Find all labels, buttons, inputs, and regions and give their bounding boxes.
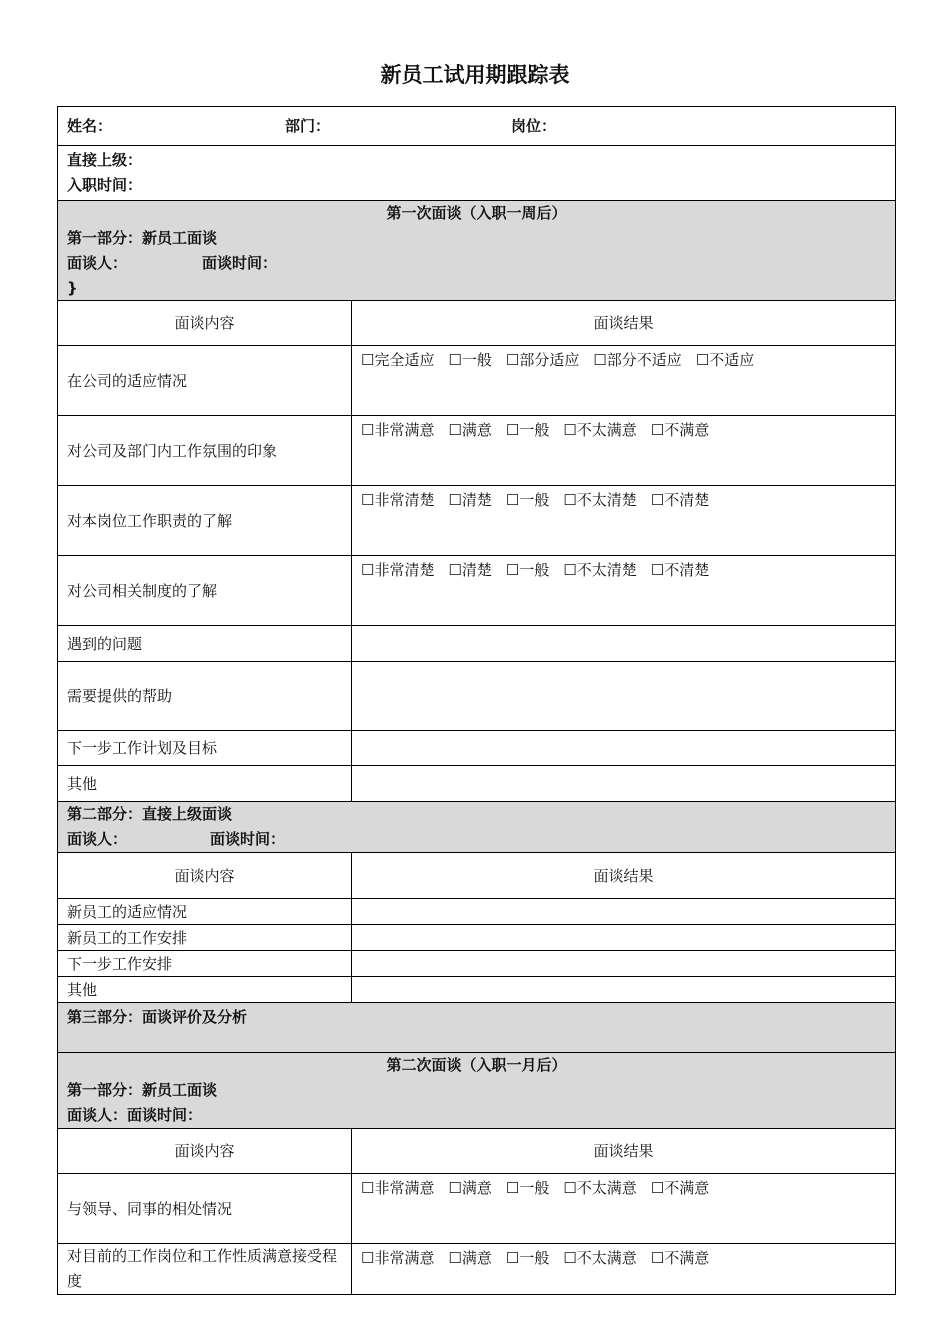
row-label: 需要提供的帮助 [58,662,352,731]
part2-header [58,802,896,853]
row-label: 新员工的适应情况 [58,899,352,925]
first-part1-title: 第一部分：新员工面谈 [67,229,218,247]
row-label: 遇到的问题 [58,626,352,662]
result-input-cell[interactable] [352,899,896,925]
checkbox-option[interactable]: ☐非常满意 [361,421,435,439]
probation-tracking-form [57,106,896,1295]
second-part1-interviewer-time-label: 面谈人：面谈时间： [67,1106,203,1124]
second-part1-title: 第一部分：新员工面谈 [67,1081,218,1099]
hire-date-label: 入职时间： [67,176,143,194]
result-input-cell[interactable] [352,662,896,731]
checkbox-option[interactable]: ☐部分不适应 [593,351,682,369]
checkbox-option[interactable]: ☐不清楚 [650,491,710,509]
col-header-content: 面谈内容 [58,301,352,346]
result-options [352,486,896,556]
col-header-result: 面谈结果 [352,1129,896,1174]
name-label: 姓名： [67,117,113,135]
checkbox-option[interactable]: ☐非常满意 [361,1249,435,1267]
checkbox-option[interactable]: ☐不满意 [650,421,710,439]
checkbox-option[interactable]: ☐满意 [448,1249,492,1267]
checkbox-option[interactable]: ☐清楚 [448,561,492,579]
checkbox-option[interactable]: ☐不满意 [650,1179,710,1197]
col-header-result: 面谈结果 [352,853,896,899]
checkbox-option[interactable]: ☐不满意 [650,1249,710,1267]
checkbox-option[interactable]: ☐一般 [448,351,492,369]
row-label: 下一步工作安排 [58,951,352,977]
second-interview-header [58,1053,896,1129]
checkbox-option[interactable]: ☐非常满意 [361,1179,435,1197]
col-header-content: 面谈内容 [58,853,352,899]
first-part1-time-label: 面谈时间： [202,254,278,272]
first-interview-header: 第一次面谈（入职一周后） 第一部分：新员工面谈 面谈人： 面谈时间： } [58,201,896,301]
checkbox-option[interactable]: ☐一般 [505,561,550,579]
page-title: 新员工试用期跟踪表 [380,63,570,87]
checkbox-option[interactable]: ☐非常清楚 [361,561,435,579]
result-input-cell[interactable] [352,731,896,766]
supervisor-row [58,146,896,201]
checkbox-option[interactable]: ☐满意 [448,1179,492,1197]
checkbox-option[interactable]: ☐不清楚 [650,561,710,579]
checkbox-option[interactable]: ☐不适应 [695,351,755,369]
checkbox-option[interactable]: ☐一般 [505,1249,550,1267]
result-options [352,556,896,626]
checkbox-option[interactable]: ☐满意 [448,421,492,439]
row-label: 对本岗位工作职责的了解 [58,486,352,556]
part2-time-label: 面谈时间： [210,830,286,848]
checkbox-option[interactable]: ☐部分适应 [505,351,580,369]
row-label: 下一步工作计划及目标 [58,731,352,766]
col-header-content: 面谈内容 [58,1129,352,1174]
row-label: 其他 [58,766,352,802]
row-label: 与领导、同事的相处情况 [58,1174,352,1244]
result-input-cell[interactable] [352,951,896,977]
row-label: 对目前的工作岗位和工作性质满意接受程度 [58,1244,352,1295]
row-label: 其他 [58,977,352,1003]
col-header-result: 面谈结果 [352,301,896,346]
checkbox-option[interactable]: ☐不太满意 [563,1249,637,1267]
supervisor-label: 直接上级： [67,151,143,169]
first-interview-heading: 第一次面谈（入职一周后） [386,204,567,222]
checkbox-option[interactable]: ☐完全适应 [361,351,435,369]
part3-title: 第三部分：面谈评价及分析 [67,1008,248,1026]
result-input-cell[interactable] [352,925,896,951]
result-options [352,1174,896,1244]
checkbox-option[interactable]: ☐一般 [505,491,550,509]
result-options [352,416,896,486]
first-part1-interviewer-label: 面谈人： [67,254,128,272]
checkbox-option[interactable]: ☐一般 [505,421,550,439]
checkbox-option[interactable]: ☐不太清楚 [563,491,637,509]
part3-header [58,1003,896,1053]
basic-info-row [58,107,896,146]
part2-title: 第二部分：直接上级面谈 [67,805,233,823]
second-interview-heading: 第二次面谈（入职一月后） [386,1056,567,1074]
checkbox-option[interactable]: ☐一般 [505,1179,550,1197]
row-label: 在公司的适应情况 [58,346,352,416]
position-label: 岗位： [511,117,557,135]
result-input-cell[interactable] [352,766,896,802]
result-options [352,346,896,416]
checkbox-option[interactable]: ☐不太满意 [563,1179,637,1197]
result-options [352,1244,896,1295]
result-input-cell[interactable] [352,626,896,662]
row-label: 对公司及部门内工作氛围的印象 [58,416,352,486]
result-input-cell[interactable] [352,977,896,1003]
checkbox-option[interactable]: ☐清楚 [448,491,492,509]
row-label: 对公司相关制度的了解 [58,556,352,626]
part2-interviewer-label: 面谈人： [67,830,128,848]
checkbox-option[interactable]: ☐非常清楚 [361,491,435,509]
dept-label: 部门： [285,117,331,135]
checkbox-option[interactable]: ☐不太满意 [563,421,637,439]
checkbox-option[interactable]: ☐不太清楚 [563,561,637,579]
row-label: 新员工的工作安排 [58,925,352,951]
